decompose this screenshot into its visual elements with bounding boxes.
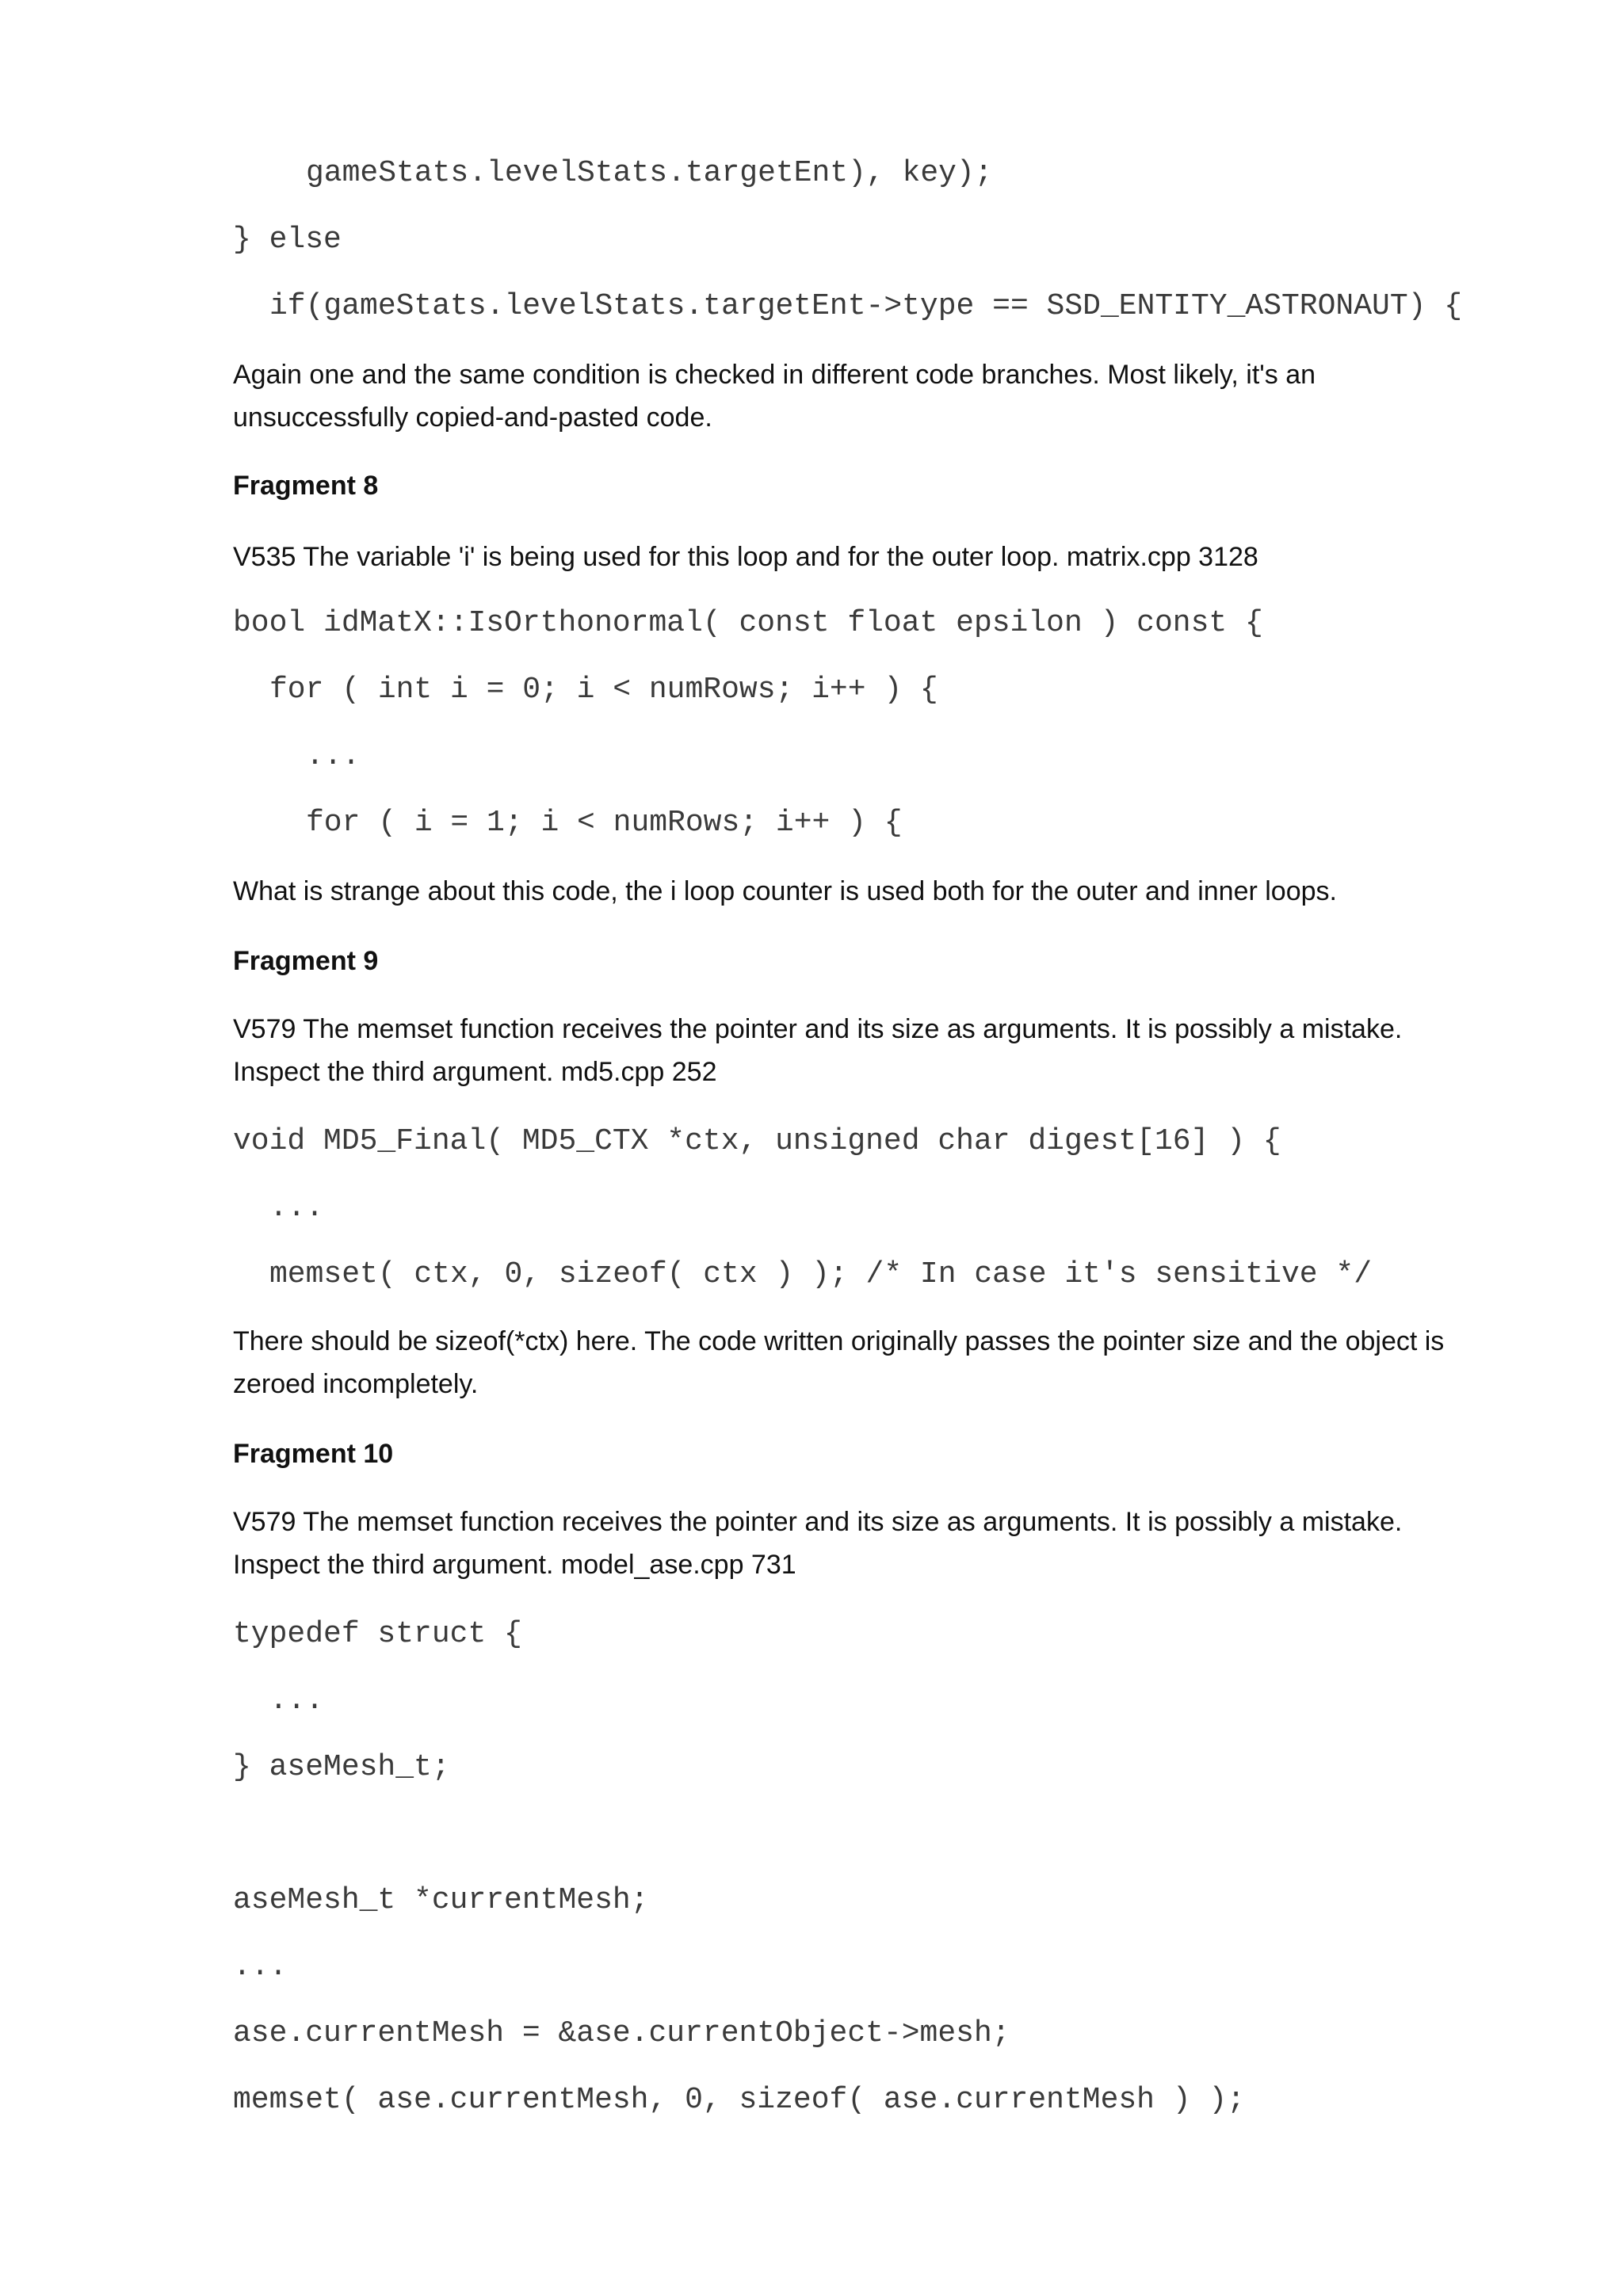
code-line: ... [269,1191,324,1225]
code-line: memset( ctx, 0, sizeof( ctx ) ); /* In case it's sensitive */ [269,1257,1373,1291]
paragraph: What is strange about this code, the i loop counter is used both for the outer and inner loops. [233,876,1337,906]
code-line: ... [269,1684,324,1718]
code-line: aseMesh_t *currentMesh; [233,1883,649,1917]
code-line: } aseMesh_t; [233,1750,450,1784]
code-line: ase.currentMesh = &ase.currentObject->mesh; [233,2016,1010,2050]
code-line: if(gameStats.levelStats.targetEnt->type == SSD_ENTITY_ASTRONAUT) { [269,289,1463,323]
code-line: ... [233,1950,288,1984]
paragraph: There should be sizeof(*ctx) here. The code written originally passes the pointer size and the object is zeroed incompletely. [233,1326,1445,1399]
code-line: memset( ase.currentMesh, 0, sizeof( ase.currentMesh ) ); [233,2083,1246,2117]
fragment-heading: Fragment 8 [233,471,379,501]
code-line: ... [306,739,361,773]
code-line: typedef struct { [233,1617,522,1651]
diagnostic-text: V579 The memset function receives the pointer and its size as arguments. It is possibly a mistake. Inspect the third argument. md5.cpp 252 [233,1014,1403,1087]
code-line: for ( i = 1; i < numRows; i++ ) { [306,806,903,840]
code-line: gameStats.levelStats.targetEnt), key); [306,156,993,190]
fragment-heading: Fragment 9 [233,946,379,976]
code-line: for ( int i = 0; i < numRows; i++ ) { [269,673,938,707]
diagnostic-text: V535 The variable 'i' is being used for this loop and for the outer loop. matrix.cpp 3128 [233,542,1258,572]
diagnostic-text: V579 The memset function receives the pointer and its size as arguments. It is possibly a mistake. Inspect the third argument. model_ase.cpp 731 [233,1507,1403,1580]
paragraph: Again one and the same condition is checked in different code branches. Most likely, it's an unsuccessfully copied-and-pasted code. [233,360,1316,433]
code-line: void MD5_Final( MD5_CTX *ctx, unsigned char digest[16] ) { [233,1124,1281,1158]
fragment-heading: Fragment 10 [233,1439,394,1469]
code-line: } else [233,223,342,257]
code-line: bool idMatX::IsOrthonormal( const float epsilon ) const { [233,606,1263,640]
